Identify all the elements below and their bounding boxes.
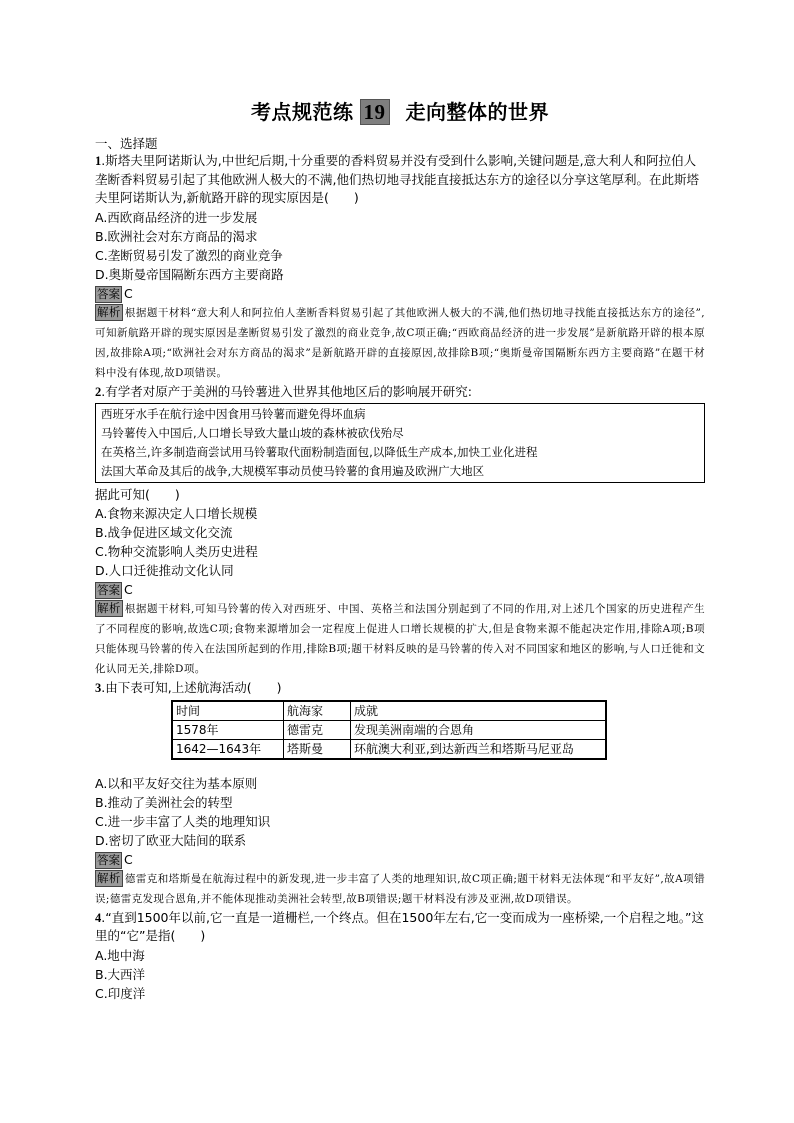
document-page bbox=[95, 0, 705, 1003]
material-line: 马铃薯传入中国后,人口增长导致大量山坡的森林被砍伐殆尽 bbox=[101, 426, 404, 440]
table-cell: 德雷克 bbox=[284, 720, 351, 739]
question-3-option-b: B.推动了美洲社会的转型 bbox=[95, 794, 233, 810]
question-2-number: 2 bbox=[95, 384, 102, 399]
question-3-analysis bbox=[95, 869, 705, 909]
title-prefix: 考点规范练 bbox=[251, 100, 354, 124]
question-2-analysis-text: 根据题干材料,可知马铃薯的传入对西班牙、中国、英格兰和法国分别起到了不同的作用,对上述几个国家的历史进程产生了不同程度的影响,故选C项;食物来源增加会一定程度上促进人口增长规模的扩大,但是食物来源不能起决定作用,排除A项;B项只能体现马铃薯的传入在法国所起到的作用,排除B项;题干材料反映的是马铃薯的传入对不同国家和地区的影响,与人口迁徙和文化认同无关,排除D项。 bbox=[95, 603, 705, 675]
table-cell: 1642—1643年 bbox=[172, 739, 284, 759]
material-line: 法国大革命及其后的战争,大规模军事动员使马铃薯的食用遍及欧洲广大地区 bbox=[101, 464, 485, 478]
question-1-analysis bbox=[95, 303, 705, 383]
question-3-option-a: A.以和平友好交往为基本原则 bbox=[95, 775, 258, 791]
table-header-row bbox=[172, 701, 606, 721]
question-2-prompt: 据此可知( ) bbox=[95, 487, 180, 502]
question-4-stem bbox=[95, 909, 705, 946]
question-3-stem bbox=[95, 679, 705, 698]
question-3-number: 3 bbox=[95, 681, 102, 695]
analysis-tag: 解析 bbox=[97, 601, 121, 615]
answer-tag: 答案 bbox=[97, 583, 120, 597]
question-2-stem bbox=[95, 383, 705, 402]
question-3-option-d: D.密切了欧亚大陆间的联系 bbox=[95, 832, 247, 848]
question-2-text: .有学者对原产于美洲的马铃薯进入世界其他地区后的影响展开研究: bbox=[101, 383, 472, 399]
page-title bbox=[95, 96, 705, 125]
question-1-option-a: A.西欧商品经济的进一步发展 bbox=[95, 209, 258, 225]
question-1-answer-value: C bbox=[124, 285, 133, 301]
question-4-number: 4 bbox=[95, 910, 102, 925]
title-subtitle: 走向整体的世界 bbox=[405, 100, 549, 124]
analysis-tag: 解析 bbox=[97, 304, 121, 319]
answer-tag: 答案 bbox=[97, 852, 120, 867]
table-row bbox=[172, 720, 606, 739]
question-3-option-c: C.进一步丰富了人类的地理知识 bbox=[95, 813, 271, 829]
question-2-material-box bbox=[95, 403, 705, 483]
table-cell: 塔斯曼 bbox=[284, 739, 351, 759]
table-cell: 1578年 bbox=[172, 720, 284, 739]
question-2-answer bbox=[95, 581, 705, 599]
question-3-text: .由下表可知,上述航海活动( ) bbox=[101, 680, 282, 695]
question-1-text: .斯塔夫里阿诺斯认为,中世纪后期,十分重要的香料贸易并没有受到什么影响,关键问题是,意大利人和阿拉伯人垄断香料贸易引起了其他欧洲人极大的不满,他们热切地寻找能直接抵达东方的途径以分享这笔厚利。在此斯塔夫里阿诺斯认为,新航路开辟的现实原因是( ) bbox=[95, 153, 699, 205]
question-4-option-b: B.大西洋 bbox=[95, 966, 146, 982]
table-header-cell: 时间 bbox=[172, 701, 284, 721]
title-number-badge: 19 bbox=[360, 99, 390, 125]
question-2-option-c: C.物种交流影响人类历史进程 bbox=[95, 544, 258, 559]
question-1-analysis-text: 根据题干材料“意大利人和阿拉伯人垄断香料贸易引起了其他欧洲人极大的不满,他们热切地寻找能直接抵达东方的途径”,可知新航路开辟的现实原因是垄断贸易引发了激烈的商业竞争,故C项正确;“西欧商品经济的进一步发展”是新航路开辟的根本原因,故排除A项;“欧洲社会对东方商品的渴求”是新航路开辟的直接原因,故排除B项;“奥斯曼帝国隔断东西方主要商路”在题干材料中没有体现,故D项错误。 bbox=[95, 306, 705, 379]
answer-tag: 答案 bbox=[97, 286, 120, 301]
material-line: 西班牙水手在航行途中因食用马铃薯而避免得坏血病 bbox=[101, 407, 366, 421]
question-1-answer bbox=[95, 285, 705, 303]
table-header-cell: 成就 bbox=[351, 701, 607, 721]
table-cell: 环航澳大利亚,到达新西兰和塔斯马尼亚岛 bbox=[351, 739, 607, 759]
question-2-answer-value: C bbox=[124, 582, 133, 597]
question-1-option-d: D.奥斯曼帝国隔断东西方主要商路 bbox=[95, 266, 284, 282]
question-1-number: 1 bbox=[95, 154, 102, 168]
question-2-option-d: D.人口迁徙推动文化认同 bbox=[95, 563, 234, 578]
question-4-text: .“直到1500年以前,它一直是一道栅栏,一个终点。但在1500年左右,它一变而成为一座桥梁,一个启程之地。”这里的“它”是指( ) bbox=[95, 909, 704, 943]
question-1-option-c: C.垄断贸易引发了激烈的商业竞争 bbox=[95, 247, 283, 263]
question-2-option-b: B.战争促进区域文化交流 bbox=[95, 525, 233, 540]
navigator-table bbox=[171, 700, 607, 760]
table-header-cell: 航海家 bbox=[284, 701, 351, 721]
question-1-stem bbox=[95, 152, 705, 208]
question-3-answer bbox=[95, 851, 705, 869]
table-cell: 发现美洲南端的合恩角 bbox=[351, 720, 607, 739]
question-4-option-c: C.印度洋 bbox=[95, 985, 146, 1001]
question-3-analysis-text: 德雷克和塔斯曼在航海过程中的新发现,进一步丰富了人类的地理知识,故C项正确;题干材料无法体现“和平友好”,故A项错误;德雷克发现合恩角,并不能体现推动美洲社会转型,故B项错误;题干材料没有涉及亚洲,故D项错误。 bbox=[95, 872, 705, 905]
section-heading: 一、选择题 bbox=[95, 136, 158, 151]
question-1-option-b: B.欧洲社会对东方商品的渴求 bbox=[95, 228, 258, 244]
table-row bbox=[172, 739, 606, 759]
question-3 bbox=[95, 679, 705, 909]
question-4-option-a: A.地中海 bbox=[95, 947, 145, 963]
question-2-analysis bbox=[95, 599, 705, 679]
question-4 bbox=[95, 909, 705, 1003]
question-1 bbox=[95, 152, 705, 383]
analysis-tag: 解析 bbox=[97, 870, 121, 885]
question-2 bbox=[95, 383, 705, 680]
question-3-answer-value: C bbox=[124, 851, 133, 867]
question-2-option-a: A.食物来源决定人口增长规模 bbox=[95, 506, 258, 521]
material-line: 在英格兰,许多制造商尝试用马铃薯取代面粉制造面包,以降低生产成本,加快工业化进程 bbox=[101, 445, 538, 459]
